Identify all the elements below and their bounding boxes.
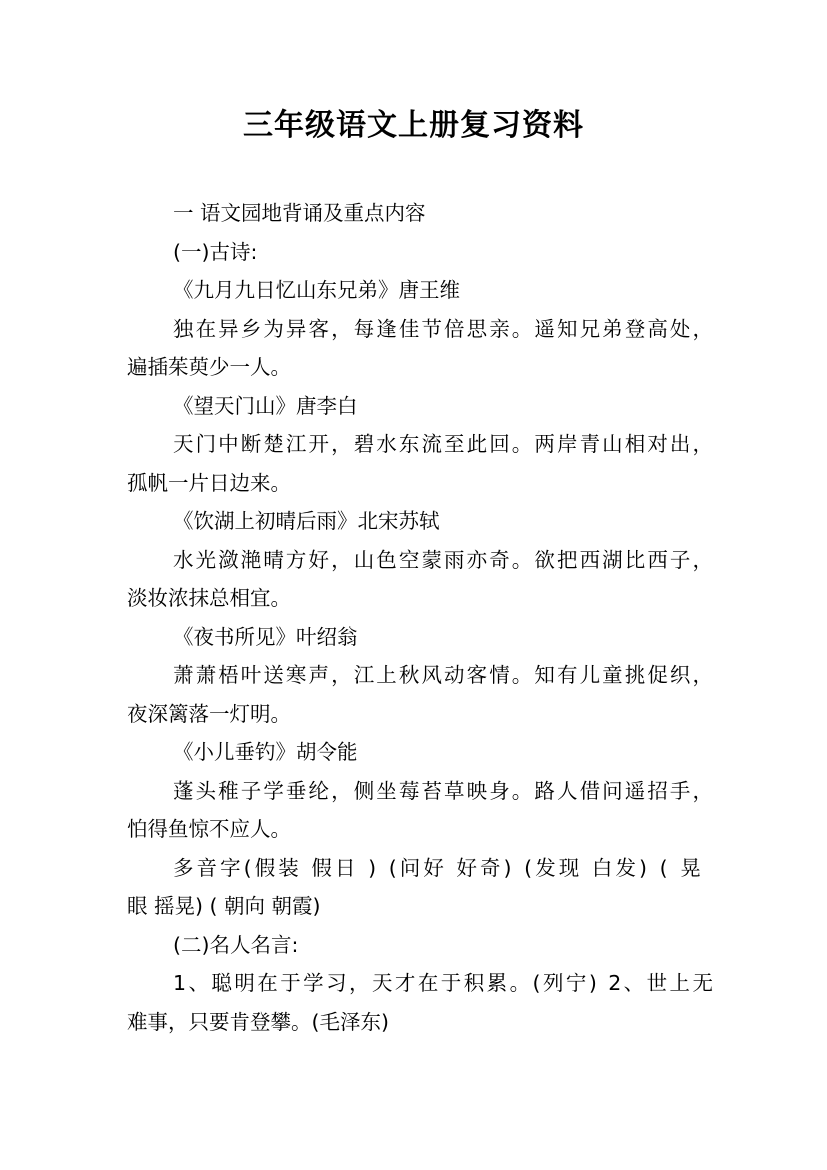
text-line: 怕得鱼惊不应人。: [127, 817, 291, 841]
document-body: [127, 194, 716, 1041]
text-line: 难事，只要肯登攀。(毛泽东): [127, 1009, 389, 1034]
text-line: 蓬头稚子学垂纶，侧坐莓苔草映身。路人借问遥招手，: [173, 778, 716, 803]
text-line: 《望天门山》唐李白: [173, 393, 358, 418]
text-line: 孤帆一片日边来。: [127, 470, 291, 495]
text-line: 水光潋滟晴方好，山色空蒙雨亦奇。欲把西湖比西子，: [173, 547, 716, 572]
document-title: 三年级语文上册复习资料: [243, 108, 584, 143]
text-line: (一)古诗:: [173, 239, 258, 264]
text-line: 天门中断楚江开，碧水东流至此回。两岸青山相对出，: [173, 432, 716, 456]
text-line: 《小儿垂钓》胡令能: [173, 740, 358, 764]
text-line: 《饮湖上初晴后雨》北宋苏轼: [173, 509, 440, 533]
text-line: 多音字(假装 假日 ) (问好 好奇) (发现 白发) ( 晃: [173, 855, 704, 880]
text-line: 一 语文园地背诵及重点内容: [173, 201, 426, 225]
text-line: 萧萧梧叶送寒声，江上秋风动客情。知有儿童挑促织，: [173, 663, 716, 687]
text-line: 1、聪明在于学习，天才在于积累。(列宁) 2、世上无: [173, 971, 716, 995]
text-line: 遍插茱萸少一人。: [127, 355, 291, 379]
text-line: 淡妆浓抹总相宜。: [127, 586, 291, 610]
text-line: 《夜书所见》叶绍翁: [173, 624, 358, 649]
text-line: 独在异乡为异客，每逢佳节倍思亲。遥知兄弟登高处，: [173, 316, 716, 341]
text-line: (二)名人名言:: [173, 932, 299, 957]
text-line: 眼 摇晃) ( 朝向 朝霞): [127, 894, 321, 918]
text-line: 《九月九日忆山东兄弟》唐王维: [173, 278, 460, 302]
text-line: 夜深篱落一灯明。: [127, 701, 291, 726]
